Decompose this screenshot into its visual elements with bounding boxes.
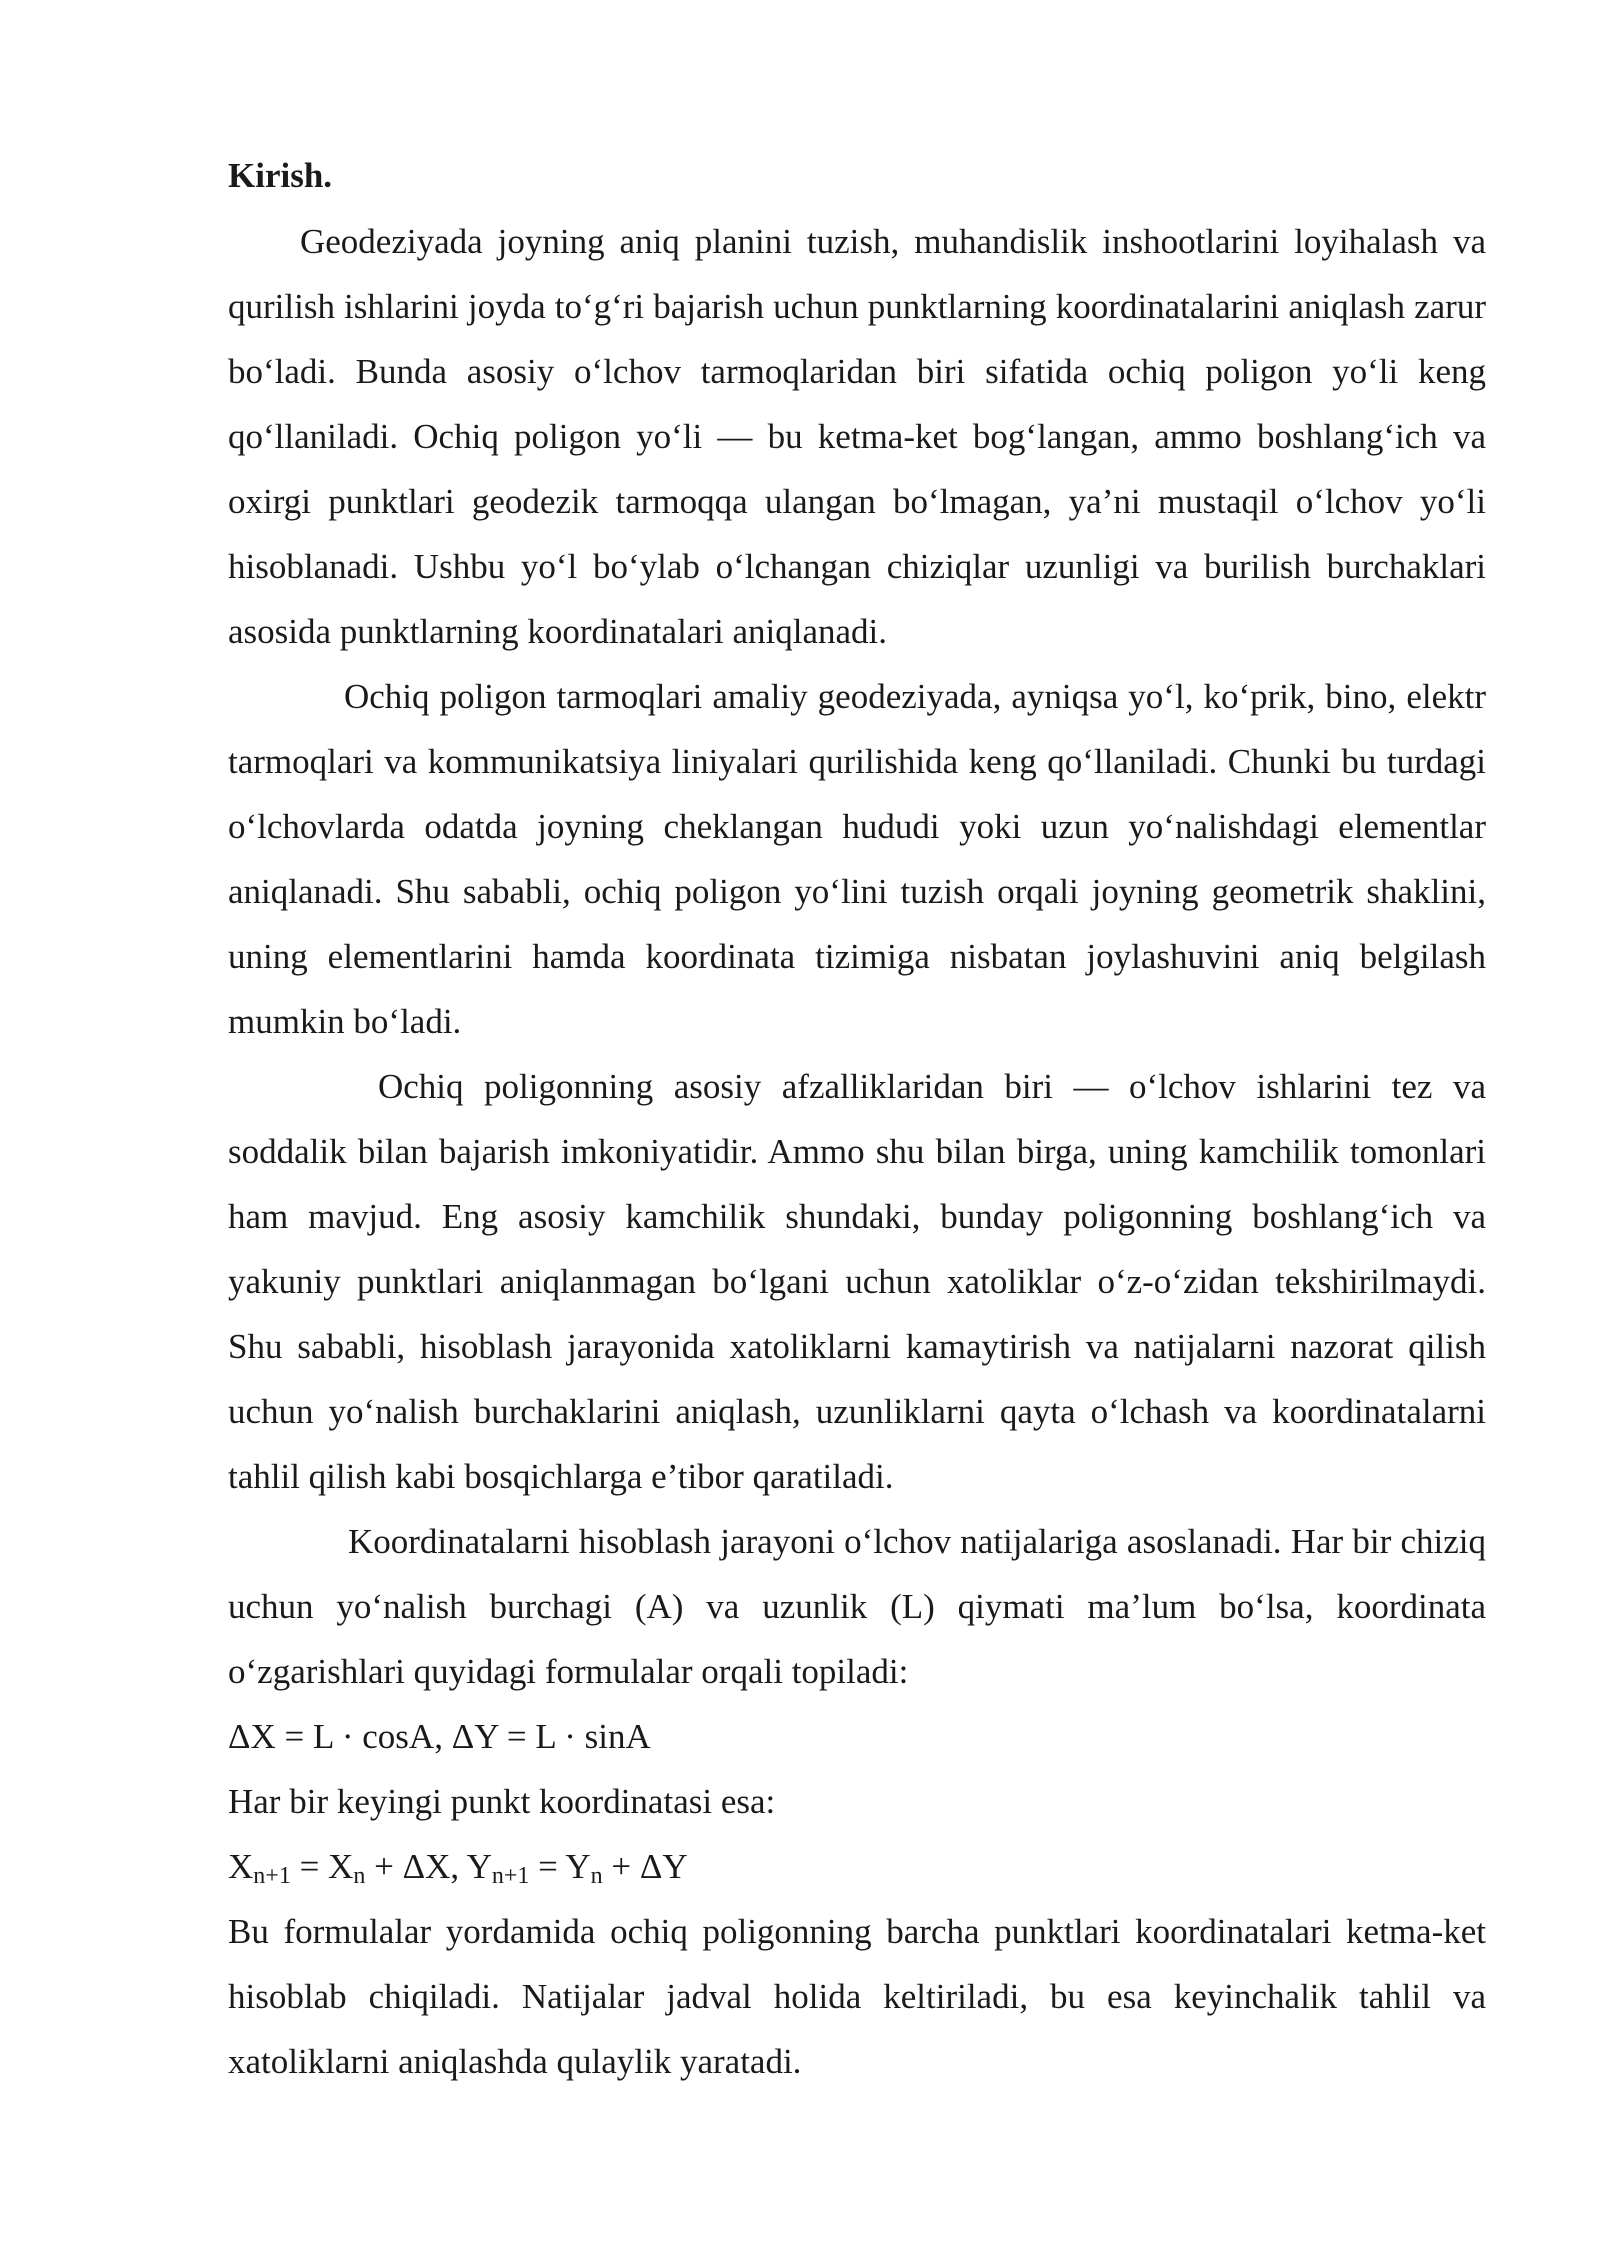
formula-y-next-sub: n+1 [491, 1863, 530, 1889]
document-page [228, 150, 1486, 2094]
formula-plus-dy: + ΔY [602, 1847, 688, 1886]
formula-eq-1: = [290, 1847, 329, 1886]
paragraph-advantages: Ochiq poligonning asosiy afzalliklaridan biri — o‘lchov ishlarini tez va soddalik bilan bajarish imkoniyatidir. Ammo shu bilan birga, uning kamchilik tomonlari ham mavjud. Eng asosiy kamchilik shundaki, bunday poligonning boshlang‘ich va yakuniy punktlari aniqlanmagan bo‘lgani uchun xatoliklar o‘z-o‘zidan tekshirilmaydi. Shu sababli, hisoblash jarayonida xatoliklarni kamaytirish va natijalarni nazorat qilish uchun yo‘nalish burchaklarini aniqlash, uzunliklarni qayta o‘lchash va koordinatalarni tahlil qilish kabi bosqichlarga e’tibor qaratiladi. [228, 1067, 1486, 1496]
formula-y-current-sub: n [590, 1863, 603, 1889]
formula-increments: ΔX = L · cosA, ΔY = L · sinA [228, 1717, 651, 1756]
formula-y-current: Y [565, 1847, 591, 1886]
paragraph-conclusion: Bu formulalar yordamida ochiq poligonning barcha punktlari koordinatalari ketma-ket hisoblab chiqiladi. Natijalar jadval holida keltiriladi, bu esa keyinchalik tahlil va xatoliklarni aniqlashda qulaylik yaratadi. [228, 1912, 1486, 2081]
paragraph-next-point: Har bir keyingi punkt koordinatasi esa: [228, 1782, 776, 1821]
formula-x-next: X [228, 1847, 254, 1886]
formula-coordinates [228, 1834, 1486, 1899]
section-heading: Kirish. [228, 156, 333, 195]
paragraph-computation: Koordinatalarni hisoblash jarayoni o‘lchov natijalariga asoslanadi. Har bir chiziq uchun yo‘nalish burchagi (A) va uzunlik (L) qiymati ma’lum bo‘lsa, koordinata o‘zgarishlari quyidagi formulalar orqali topiladi: [228, 1522, 1486, 1691]
formula-x-current: X [328, 1847, 354, 1886]
formula-x-current-sub: n [353, 1863, 366, 1889]
paragraph-intro: Geodeziyada joyning aniq planini tuzish, muhandislik inshootlarini loyihalash va qurilish ishlarini joyda to‘g‘ri bajarish uchun punktlarning koordinatalarini aniqlash zarur bo‘ladi. Bunda asosiy o‘lchov tarmoqlaridan biri sifatida ochiq poligon yo‘li keng qo‘llaniladi. Ochiq poligon yo‘li — bu ketma-ket bog‘langan, ammo boshlang‘ich va oxirgi punktlari geodezik tarmoqqa ulangan bo‘lmagan, ya’ni mustaqil o‘lchov yo‘li hisoblanadi. Ushbu yo‘l bo‘ylab o‘lchangan chiziqlar uzunligi va burilish burchaklari asosida punktlarning koordinatalari aniqlanadi. [228, 222, 1486, 651]
paragraph-applications: Ochiq poligon tarmoqlari amaliy geodeziyada, ayniqsa yo‘l, ko‘prik, bino, elektr tarmoqlari va kommunikatsiya liniyalari qurilishida keng qo‘llaniladi. Chunki bu turdagi o‘lchovlarda odatda joyning cheklangan hududi yoki uzun yo‘nalishdagi elementlar aniqlanadi. Shu sababli, ochiq poligon yo‘lini tuzish orqali joyning geometrik shaklini, uning elementlarini hamda koordinata tizimiga nisbatan joylashuvini aniq belgilash mumkin bo‘ladi. [228, 677, 1486, 1041]
formula-y-next: Y [466, 1847, 492, 1886]
formula-x-next-sub: n+1 [253, 1863, 291, 1889]
formula-plus-dx: + ΔX, [365, 1847, 467, 1886]
formula-eq-2: = [529, 1847, 566, 1886]
